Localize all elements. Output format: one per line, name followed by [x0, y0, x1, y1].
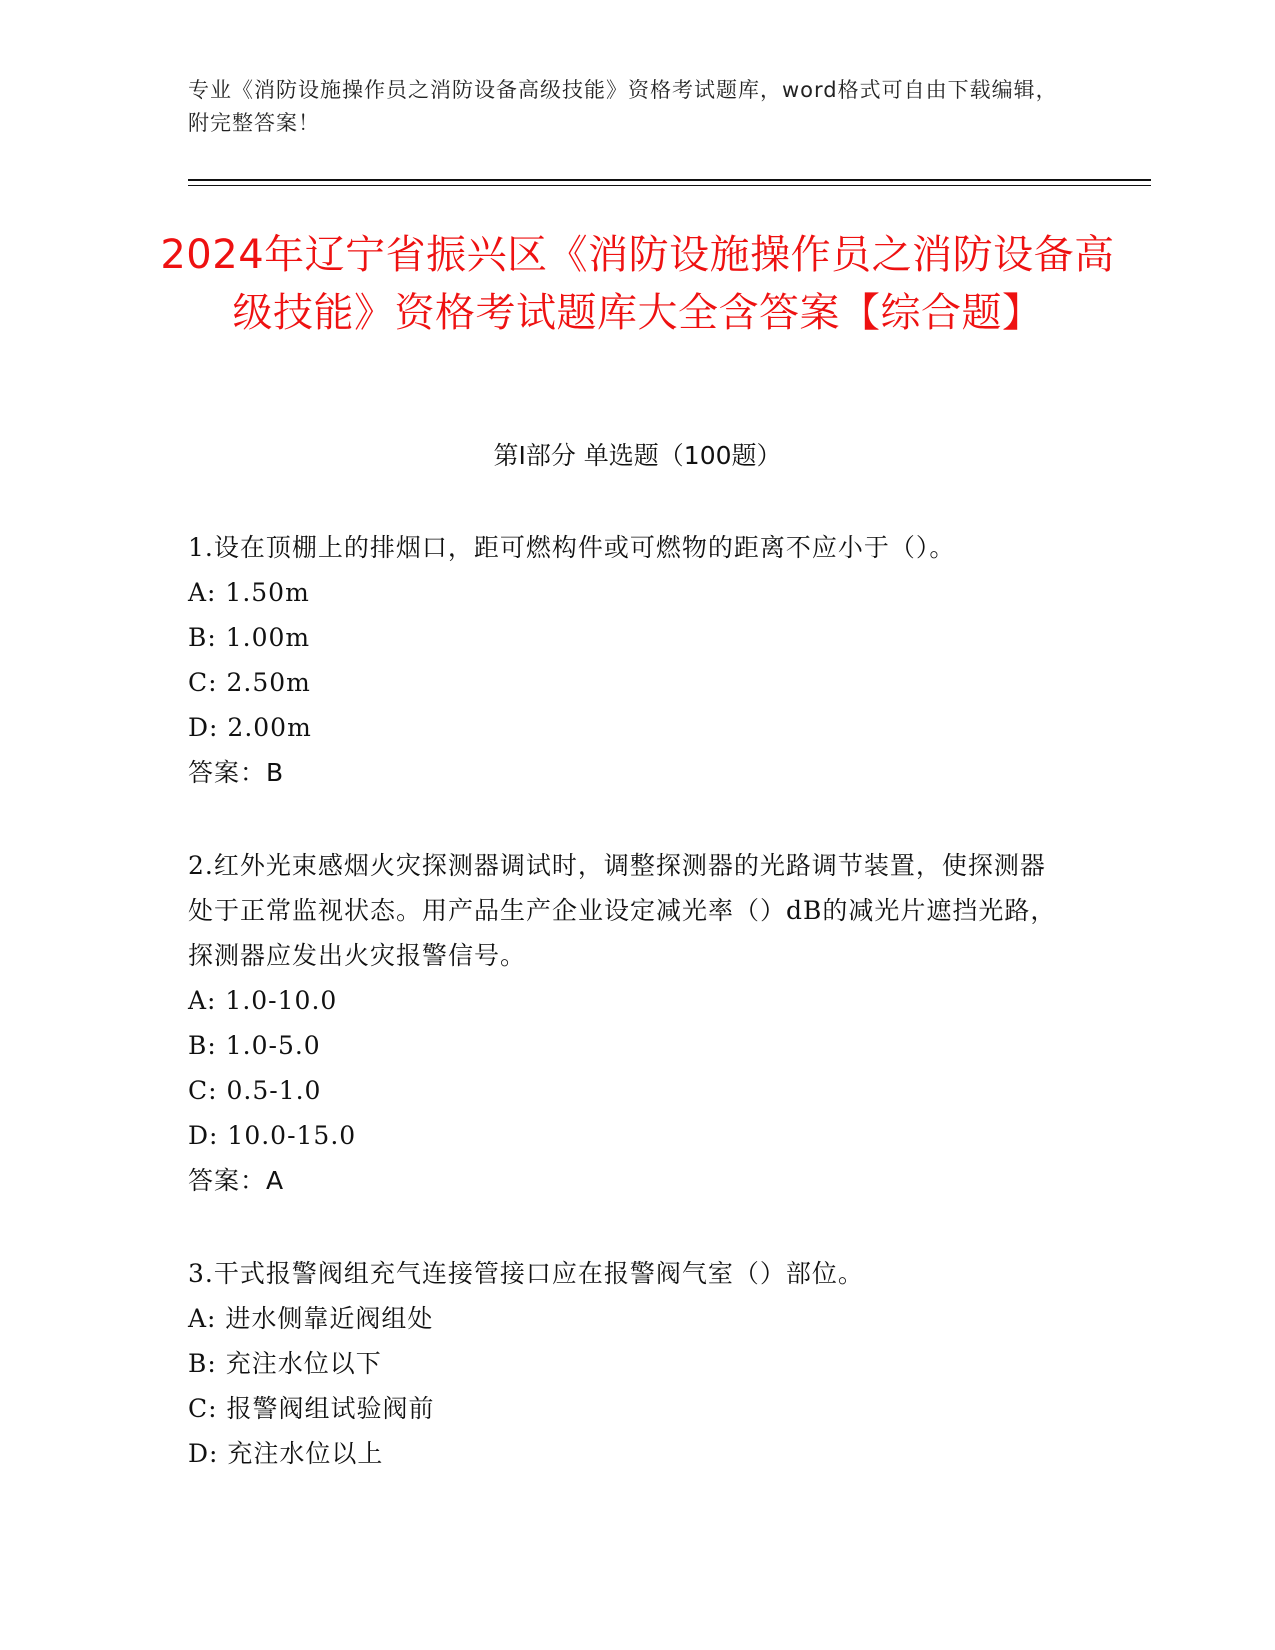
- option-b: B: 1.00m: [188, 623, 311, 652]
- option-b: B: 1.0-5.0: [188, 1031, 321, 1060]
- question-stem: 3.干式报警阀组充气连接管接口应在报警阀气室（）部位。: [188, 1259, 864, 1288]
- question-3: [188, 1251, 1068, 1476]
- option-c: C: 0.5-1.0: [188, 1076, 322, 1105]
- option-d: D: 充注水位以上: [188, 1439, 384, 1468]
- question-stem: 1.设在顶棚上的排烟口，距可燃构件或可燃物的距离不应小于（）。: [188, 533, 956, 562]
- question-2: [188, 843, 1068, 1203]
- section-heading: 第I部分 单选题（100题）: [493, 441, 782, 470]
- header-rule-thick: [188, 179, 1151, 181]
- question-stem: 2.红外光束感烟火灾探测器调试时，调整探测器的光路调节装置，使探测器处于正常监视状态。用产品生产企业设定减光率（）dB的减光片遮挡光路，探测器应发出火灾报警信号。: [188, 851, 1057, 970]
- option-d: D: 10.0-15.0: [188, 1121, 357, 1150]
- option-a: A: 进水侧靠近阀组处: [188, 1304, 434, 1333]
- option-b: B: 充注水位以下: [188, 1349, 382, 1378]
- answer: 答案：B: [188, 758, 285, 787]
- document-title: 2024年辽宁省振兴区《消防设施操作员之消防设备高级技能》资格考试题库大全含答案【综合题】: [160, 232, 1115, 336]
- option-a: A: 1.50m: [188, 578, 310, 607]
- option-a: A: 1.0-10.0: [188, 986, 338, 1015]
- header-note: 专业《消防设施操作员之消防设备高级技能》资格考试题库，word格式可自由下载编辑，附完整答案！: [188, 78, 1058, 135]
- option-c: C: 2.50m: [188, 668, 311, 697]
- option-d: D: 2.00m: [188, 713, 312, 742]
- option-c: C: 报警阀组试验阀前: [188, 1394, 435, 1423]
- question-1: [188, 525, 1068, 795]
- answer: 答案：A: [188, 1166, 285, 1195]
- header-rule-thin: [188, 185, 1151, 186]
